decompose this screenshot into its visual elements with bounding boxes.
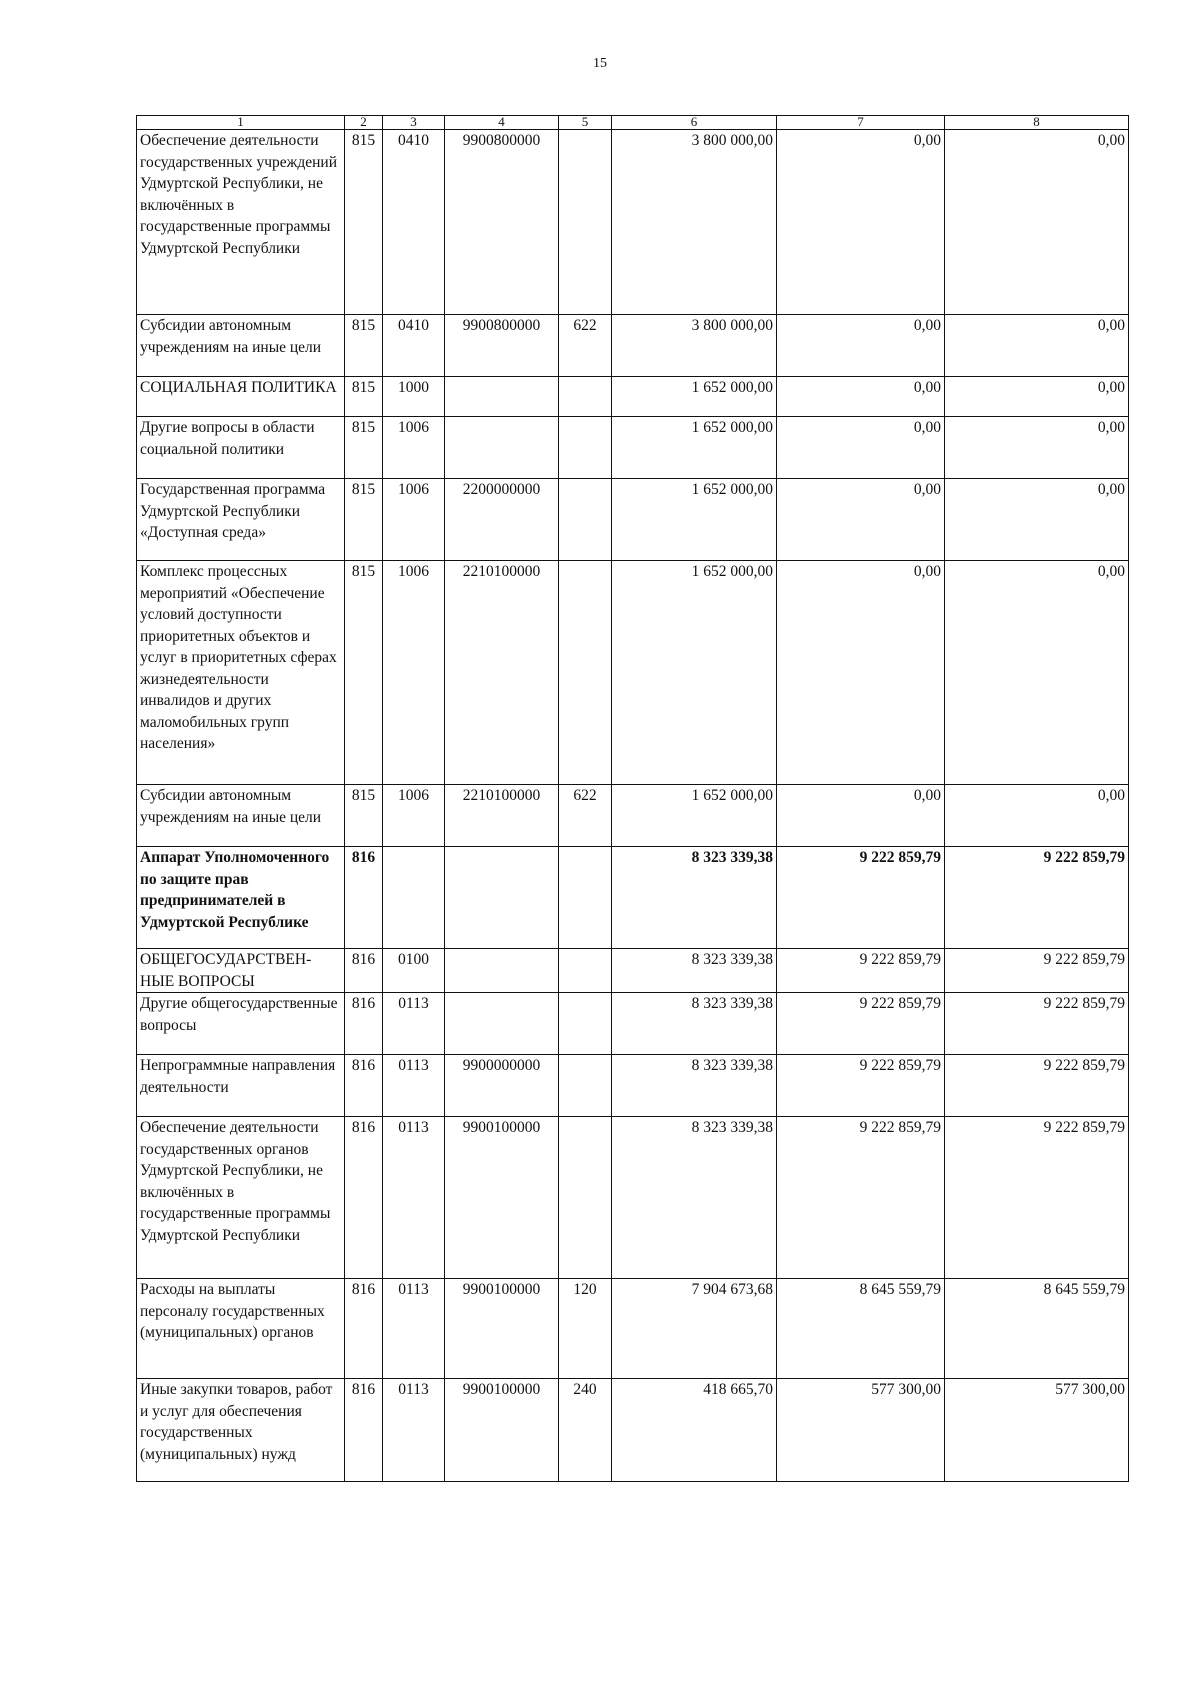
expense-type-code — [559, 130, 612, 315]
target-code: 9900000000 — [445, 1055, 559, 1117]
expense-type-code — [559, 847, 612, 949]
grbs-code: 816 — [345, 949, 383, 993]
grbs-code: 816 — [345, 1117, 383, 1279]
section-code: 0113 — [383, 1279, 445, 1379]
column-number: 1 — [137, 116, 345, 130]
row-name: ОБЩЕГОСУДАРСТВЕН-НЫЕ ВОПРОСЫ — [137, 949, 345, 993]
target-code — [445, 993, 559, 1055]
grbs-code: 816 — [345, 847, 383, 949]
amount-col6: 8 323 339,38 — [612, 993, 777, 1055]
table-row — [137, 847, 1129, 949]
column-number: 4 — [445, 116, 559, 130]
table-row — [137, 315, 1129, 377]
amount-col7: 0,00 — [777, 315, 945, 377]
section-code: 0113 — [383, 1379, 445, 1482]
section-code — [383, 847, 445, 949]
grbs-code: 815 — [345, 561, 383, 785]
column-number: 7 — [777, 116, 945, 130]
grbs-code: 815 — [345, 377, 383, 417]
amount-col6: 8 323 339,38 — [612, 949, 777, 993]
section-code: 0410 — [383, 130, 445, 315]
section-code: 0113 — [383, 1055, 445, 1117]
grbs-code: 815 — [345, 479, 383, 561]
amount-col7: 9 222 859,79 — [777, 1055, 945, 1117]
row-name: СОЦИАЛЬНАЯ ПОЛИТИКА — [137, 377, 345, 417]
target-code — [445, 847, 559, 949]
expense-type-code — [559, 949, 612, 993]
amount-col8: 0,00 — [945, 785, 1129, 847]
expense-type-code — [559, 479, 612, 561]
target-code: 2210100000 — [445, 785, 559, 847]
amount-col8: 0,00 — [945, 315, 1129, 377]
column-number: 3 — [383, 116, 445, 130]
amount-col7: 9 222 859,79 — [777, 1117, 945, 1279]
target-code: 9900800000 — [445, 315, 559, 377]
section-code: 1006 — [383, 561, 445, 785]
row-name: Комплекс процессных мероприятий «Обеспечение условий доступности приоритетных объектов и услуг в приоритетных сферах жизнедеятельности инвалидов и других маломобильных групп населения» — [137, 561, 345, 785]
grbs-code: 816 — [345, 1055, 383, 1117]
grbs-code: 815 — [345, 417, 383, 479]
section-code: 1006 — [383, 417, 445, 479]
expense-type-code — [559, 417, 612, 479]
amount-col6: 1 652 000,00 — [612, 417, 777, 479]
row-name: Обеспечение деятельности государственных органов Удмуртской Республики, не включённых в государственные программы Удмуртской Республики — [137, 1117, 345, 1279]
amount-col8: 0,00 — [945, 377, 1129, 417]
section-code: 1000 — [383, 377, 445, 417]
target-code — [445, 377, 559, 417]
grbs-code: 815 — [345, 130, 383, 315]
row-name: Субсидии автономным учреждениям на иные цели — [137, 785, 345, 847]
expense-type-code — [559, 561, 612, 785]
amount-col6: 1 652 000,00 — [612, 561, 777, 785]
table-row — [137, 479, 1129, 561]
amount-col6: 7 904 673,68 — [612, 1279, 777, 1379]
amount-col6: 3 800 000,00 — [612, 130, 777, 315]
section-code: 0113 — [383, 1117, 445, 1279]
expense-type-code: 622 — [559, 785, 612, 847]
grbs-code: 816 — [345, 993, 383, 1055]
page-number: 15 — [593, 56, 607, 71]
amount-col8: 577 300,00 — [945, 1379, 1129, 1482]
table-row — [137, 949, 1129, 993]
expense-type-code — [559, 377, 612, 417]
expense-type-code — [559, 1055, 612, 1117]
section-code: 1006 — [383, 785, 445, 847]
expense-type-code: 240 — [559, 1379, 612, 1482]
row-name: Государственная программа Удмуртской Республики «Доступная среда» — [137, 479, 345, 561]
expense-type-code — [559, 993, 612, 1055]
row-name: Другие общегосударственные вопросы — [137, 993, 345, 1055]
amount-col6: 1 652 000,00 — [612, 785, 777, 847]
row-name: Расходы на выплаты персоналу государственных (муниципальных) органов — [137, 1279, 345, 1379]
budget-table — [136, 115, 1129, 1482]
amount-col7: 0,00 — [777, 417, 945, 479]
table-row — [137, 993, 1129, 1055]
amount-col8: 9 222 859,79 — [945, 993, 1129, 1055]
grbs-code: 816 — [345, 1379, 383, 1482]
table-row — [137, 377, 1129, 417]
amount-col8: 0,00 — [945, 561, 1129, 785]
expense-type-code — [559, 1117, 612, 1279]
amount-col7: 9 222 859,79 — [777, 993, 945, 1055]
expense-type-code: 622 — [559, 315, 612, 377]
target-code: 9900100000 — [445, 1117, 559, 1279]
target-code: 2200000000 — [445, 479, 559, 561]
grbs-code: 815 — [345, 785, 383, 847]
table-row — [137, 1379, 1129, 1482]
section-code: 0410 — [383, 315, 445, 377]
amount-col7: 577 300,00 — [777, 1379, 945, 1482]
table-row — [137, 417, 1129, 479]
section-code: 0113 — [383, 993, 445, 1055]
row-name: Непрограммные направления деятельности — [137, 1055, 345, 1117]
table-row — [137, 561, 1129, 785]
target-code: 9900100000 — [445, 1379, 559, 1482]
amount-col7: 9 222 859,79 — [777, 949, 945, 993]
target-code: 9900800000 — [445, 130, 559, 315]
row-name: Другие вопросы в области социальной политики — [137, 417, 345, 479]
table-row — [137, 1055, 1129, 1117]
target-code — [445, 417, 559, 479]
amount-col7: 0,00 — [777, 479, 945, 561]
expense-type-code: 120 — [559, 1279, 612, 1379]
amount-col7: 9 222 859,79 — [777, 847, 945, 949]
amount-col8: 0,00 — [945, 130, 1129, 315]
column-number: 2 — [345, 116, 383, 130]
row-name: Обеспечение деятельности государственных учреждений Удмуртской Республики, не включённых в государственные программы Удмуртской Республики — [137, 130, 345, 315]
row-name: Иные закупки товаров, работ и услуг для обеспечения государственных (муниципальных) нужд — [137, 1379, 345, 1482]
column-number: 6 — [612, 116, 777, 130]
amount-col6: 418 665,70 — [612, 1379, 777, 1482]
amount-col8: 0,00 — [945, 479, 1129, 561]
table-row — [137, 130, 1129, 315]
row-name: Аппарат Уполномоченного по защите прав предпринимателей в Удмуртской Республике — [137, 847, 345, 949]
amount-col6: 8 323 339,38 — [612, 1055, 777, 1117]
grbs-code: 816 — [345, 1279, 383, 1379]
amount-col8: 8 645 559,79 — [945, 1279, 1129, 1379]
target-code — [445, 949, 559, 993]
table-row — [137, 785, 1129, 847]
amount-col7: 8 645 559,79 — [777, 1279, 945, 1379]
amount-col7: 0,00 — [777, 785, 945, 847]
amount-col8: 9 222 859,79 — [945, 1055, 1129, 1117]
table-row — [137, 1117, 1129, 1279]
amount-col6: 1 652 000,00 — [612, 377, 777, 417]
amount-col7: 0,00 — [777, 561, 945, 785]
column-number-header — [137, 116, 1129, 130]
column-number: 8 — [945, 116, 1129, 130]
target-code: 2210100000 — [445, 561, 559, 785]
section-code: 1006 — [383, 479, 445, 561]
amount-col8: 9 222 859,79 — [945, 1117, 1129, 1279]
amount-col8: 0,00 — [945, 417, 1129, 479]
amount-col7: 0,00 — [777, 130, 945, 315]
amount-col8: 9 222 859,79 — [945, 847, 1129, 949]
amount-col6: 1 652 000,00 — [612, 479, 777, 561]
amount-col6: 3 800 000,00 — [612, 315, 777, 377]
column-number: 5 — [559, 116, 612, 130]
grbs-code: 815 — [345, 315, 383, 377]
amount-col7: 0,00 — [777, 377, 945, 417]
table-row — [137, 1279, 1129, 1379]
table-body — [137, 130, 1129, 1482]
amount-col6: 8 323 339,38 — [612, 847, 777, 949]
target-code: 9900100000 — [445, 1279, 559, 1379]
amount-col6: 8 323 339,38 — [612, 1117, 777, 1279]
section-code: 0100 — [383, 949, 445, 993]
row-name: Субсидии автономным учреждениям на иные цели — [137, 315, 345, 377]
amount-col8: 9 222 859,79 — [945, 949, 1129, 993]
